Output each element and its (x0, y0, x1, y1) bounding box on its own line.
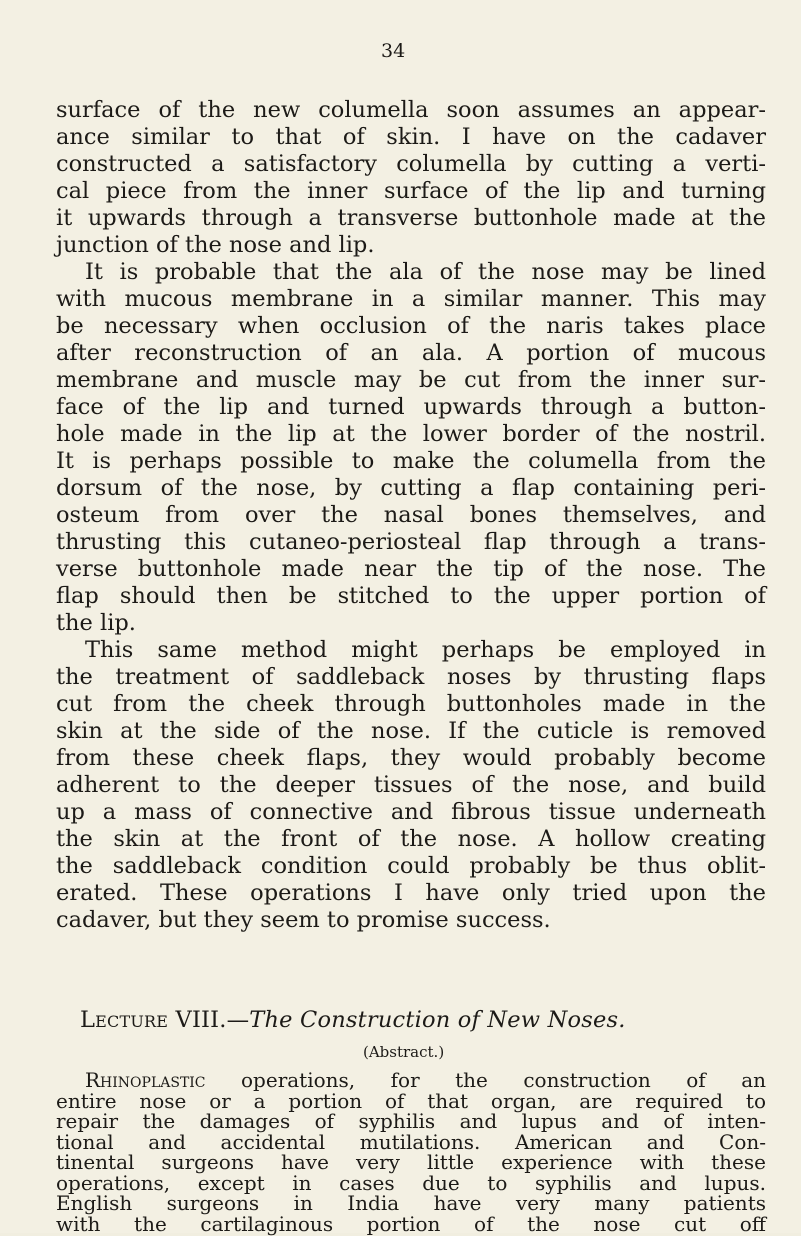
abstract-line: operations, except in cases due to syphilis and lupus. (56, 1170, 766, 1195)
body-line: It is probable that the ala of the nose may be lined (85, 259, 766, 285)
body-line: verse buttonhole made near the tip of the nose. The (56, 556, 766, 582)
body-line: surface of the new columella soon assumes an appear- (56, 97, 766, 123)
body-line: the saddleback condition could probably be thus oblit- (56, 853, 766, 879)
body-line: be necessary when occlusion of the naris takes place (56, 313, 766, 339)
body-line: the treatment of saddleback noses by thrusting flaps (56, 664, 766, 690)
body-line: adherent to the deeper tissues of the nose, and build (56, 772, 766, 798)
body-line: It is perhaps possible to make the columella from the (56, 448, 766, 474)
page-number: 34 (381, 40, 406, 62)
heading-dash: — (226, 1007, 250, 1033)
body-line: junction of the nose and lip. (56, 232, 375, 258)
body-line: cadaver, but they seem to promise success. (56, 907, 551, 933)
body-line: ance similar to that of skin. I have on the cadaver (56, 124, 766, 150)
abstract-label: (Abstract.) (363, 1043, 445, 1061)
lead-word: Rhinoplastic (85, 1068, 206, 1092)
body-line: skin at the side of the nose. If the cuticle is removed (56, 718, 766, 744)
abstract-line: English surgeons in India have very many patients (56, 1191, 766, 1215)
body-line: erated. These operations I have only tried upon the (56, 880, 766, 906)
lecture-title: The Construction of New Noses. (249, 1007, 626, 1033)
lecture-heading (80, 1007, 626, 1034)
body-line: dorsum of the nose, by cutting a flap containing peri- (56, 475, 766, 501)
abstract-line: entire nose or a portion of that organ, are required to (56, 1088, 766, 1113)
body-line: membrane and muscle may be cut from the inner sur- (56, 367, 766, 393)
body-line: constructed a satisfactory columella by cutting a verti- (56, 151, 766, 177)
body-line: up a mass of connective and fibrous tissue underneath (56, 799, 766, 825)
abstract-line: with the cartilaginous portion of the nose cut off (56, 1211, 766, 1236)
body-line: face of the lip and turned upwards through a button- (56, 394, 766, 420)
body-line: from these cheek flaps, they would probably become (56, 745, 766, 771)
abstract-line: tional and accidental mutilations. American and Con- (56, 1129, 766, 1154)
body-line: it upwards through a transverse buttonhole made at the (56, 205, 766, 231)
body-line: the lip. (56, 610, 136, 636)
body-line: thrusting this cutaneo-periosteal flap through a trans- (56, 529, 766, 555)
abstract-line: repair the damages of syphilis and lupus and of inten- (56, 1109, 766, 1133)
abstract-line: tinental surgeons have very little experience with these (56, 1150, 766, 1174)
lecture-number: Lecture VIII. (80, 1007, 227, 1033)
body-line: cal piece from the inner surface of the lip and turning (56, 178, 766, 204)
body-line: This same method might perhaps be employed in (85, 637, 766, 663)
lead-rest: operations, for the construction of an (205, 1068, 766, 1092)
body-line: after reconstruction of an ala. A portion of mucous (56, 340, 766, 366)
body-line: the skin at the front of the nose. A hollow creating (56, 826, 766, 852)
body-line: hole made in the lip at the lower border of the nostril. (56, 421, 766, 447)
body-line: cut from the cheek through buttonholes made in the (56, 691, 766, 717)
body-line: flap should then be stitched to the upper portion of (56, 583, 766, 609)
body-line: osteum from over the nasal bones themselves, and (56, 502, 766, 528)
abstract-line (85, 1070, 766, 1091)
body-line: with mucous membrane in a similar manner. This may (56, 286, 766, 312)
